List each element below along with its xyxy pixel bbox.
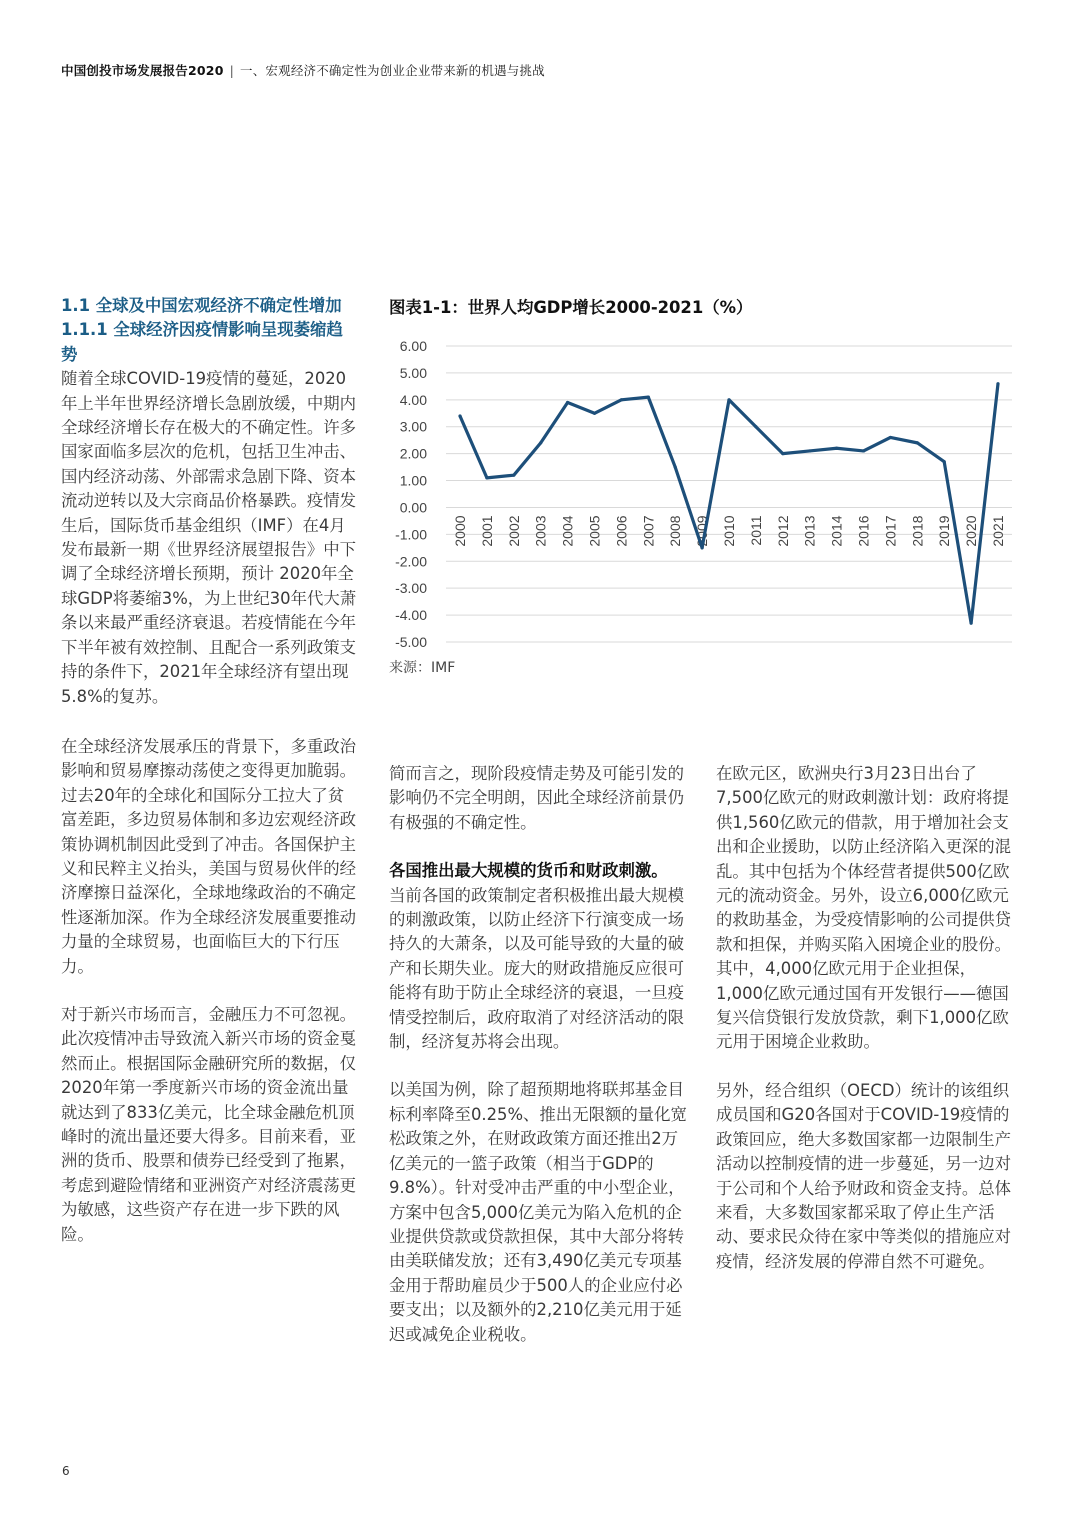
report-title: 中国创投市场发展报告2020 — [61, 63, 224, 78]
chart-title: 图表1-1：世界人均GDP增长2000-2021（%） — [389, 298, 753, 317]
middle-column — [389, 762, 689, 1347]
x-tick-label: 2001 — [478, 515, 495, 547]
y-tick-label: 0.00 — [399, 499, 427, 516]
y-tick-label: 1.00 — [399, 472, 427, 489]
x-tick-label: 2003 — [532, 515, 549, 547]
left-paragraph-1: 随着全球COVID-19疫情的蔓延，2020年上半年世界经济增长急剧放缓，中期内全球经济增长存在极大的不确定性。许多国家面临多层次的危机，包括卫生冲击、国内经济动荡、外部需求急剧下降、资本流动逆转以及大宗商品价格暴跌。疫情发生后，国际货币基金组织（IMF）在4月发布最新一期《世界经济展望报告》中下调了全球经济增长预期，预计 2020年全球GDP将萎缩3%，为上世纪30年代大萧条以来最严重经济衰退。若疫情能在今年下半年被有效控制、且配合一系列政策支持的条件下，2021年全球经济有望出现5.8%的复苏。 — [61, 369, 357, 706]
y-tick-label: 6.00 — [399, 338, 427, 354]
gdp-growth-series-line — [460, 384, 998, 623]
x-tick-label: 2017 — [882, 515, 899, 547]
y-tick-label: 5.00 — [399, 364, 427, 381]
left-paragraph-3: 对于新兴市场而言，金融压力不可忽视。此次疫情冲击导致流入新兴市场的资金戛然而止。根据国际金融研究所的数据，仅2020年第一季度新兴市场的资金流出量就达到了833亿美元，比全球金融危机顶峰时的流出量还要大得多。目前来看，亚洲的货币、股票和债券已经受到了拖累，考虑到避险情绪和亚洲资产对经济震荡更为敏感，这些资产存在进一步下跌的风险。 — [61, 1004, 357, 1244]
data-point — [593, 412, 596, 415]
data-point — [808, 449, 811, 452]
chapter-title: 一、宏观经济不确定性为创业企业带来新的机遇与挑战 — [240, 63, 545, 78]
y-tick-label: 4.00 — [399, 391, 427, 408]
data-point — [781, 452, 784, 455]
section-heading: 1.1 全球及中国宏观经济不确定性增加 — [61, 296, 342, 315]
left-column — [61, 294, 357, 1247]
x-tick-label: 2016 — [855, 515, 872, 547]
x-tick-label: 2011 — [747, 515, 764, 546]
right-column — [716, 762, 1018, 1274]
data-point — [458, 414, 461, 417]
y-tick-label: 2.00 — [399, 445, 427, 462]
header-separator: | — [229, 63, 235, 78]
middle-paragraph-3: 以美国为例，除了超预期地将联邦基金目标利率降至0.25%、推出无限额的量化宽松政策之外，在财政政策方面还推出2万亿美元的一篮子政策（相当于GDP的9.8%）。针对受冲击严重的中小型企业，方案中包含5,000亿美元为陷入危机的企业提供贷款或贷款担保，其中大部分将转由美联储发放；还有3,490亿美元专项基金用于帮助雇员少于500人的企业应付必要支出；以及额外的2,210亿美元用于延迟或减免企业税收。 — [389, 1080, 687, 1344]
x-tick-label: 2006 — [613, 515, 630, 547]
subsection-heading: 1.1.1 全球经济因疫情影响呈现萎缩趋势 — [61, 320, 343, 364]
stimulus-heading: 各国推出最大规模的货币和财政刺激。 — [389, 861, 668, 881]
x-tick-label: 2000 — [452, 515, 468, 547]
data-point — [943, 460, 946, 463]
data-point — [970, 622, 973, 625]
data-point — [754, 425, 757, 428]
x-tick-label: 2013 — [801, 515, 818, 547]
data-point — [674, 465, 677, 468]
chart-source: 来源：IMF — [389, 660, 456, 676]
x-tick-label: 2007 — [640, 515, 657, 547]
data-point — [727, 398, 730, 401]
x-tick-label: 2010 — [721, 515, 737, 547]
right-paragraph-2: 另外，经合组织（OECD）统计的该组织成员国和G20各国对于COVID-19疫情的政策回应，绝大多数国家都一边限制生产活动以控制疫情的进一步蔓延，另一边对于公司和个人给予财政和资金支持。总体来看，大多数国家都采取了停止生产活动、要求民众待在家中等类似的措施应对疫情，经济发展的停滞自然不可避免。 — [716, 1080, 1012, 1271]
x-tick-label: 2009 — [694, 515, 711, 547]
data-point — [539, 441, 542, 444]
x-tick-label: 2018 — [909, 515, 926, 547]
y-tick-label: -1.00 — [395, 526, 427, 543]
data-point — [835, 447, 838, 450]
x-tick-label: 2005 — [586, 515, 603, 547]
right-paragraph-1: 在欧元区，欧洲央行3月23日出台了7,500亿欧元的财政刺激计划：政府将提供1,560亿欧元的借款，用于增加社会支出和企业援助，以防止经济陷入更深的混乱。其中包括为个体经营者提供500亿欧元的流动资金。另外，设立6,000亿欧元的救助基金，为受疫情影响的公司提供贷款和担保，并购买陷入困境企业的股份。其中，4,000亿欧元用于企业担保，1,000亿欧元通过国有开发银行——德国复兴信贷银行发放贷款，剩下1,000亿欧元用于困境企业救助。 — [716, 764, 1012, 1052]
gdp-growth-chart — [384, 330, 1024, 655]
data-point — [862, 449, 865, 452]
x-tick-label: 2002 — [505, 515, 522, 547]
page-number: 6 — [62, 1464, 70, 1478]
page-header — [61, 61, 545, 79]
x-tick-label: 2020 — [963, 515, 980, 547]
data-point — [566, 401, 569, 404]
data-point — [996, 382, 999, 385]
middle-paragraph-2: 当前各国的政策制定者积极推出最大规模的刺激政策，以防止经济下行演变成一场持久的大萧条，以及可能导致的大量的破产和长期失业。庞大的财政措施反应很可能将有助于防止全球经济的衰退，一旦疫情受控制后，政府取消了对经济活动的限制，经济复苏将会出现。 — [389, 885, 685, 1052]
data-point — [620, 398, 623, 401]
x-tick-label: 2014 — [828, 515, 845, 547]
middle-paragraph-1: 简而言之，现阶段疫情走势及可能引发的影响仍不完全明朗，因此全球经济前景仍有极强的不确定性。 — [389, 764, 685, 832]
y-tick-label: -4.00 — [395, 607, 427, 624]
y-tick-label: -2.00 — [395, 553, 427, 570]
data-point — [889, 436, 892, 439]
y-tick-label: -3.00 — [395, 580, 427, 597]
data-point — [647, 396, 650, 399]
x-tick-label: 2019 — [936, 515, 953, 547]
left-paragraph-2: 在全球经济发展承压的背景下，多重政治影响和贸易摩擦动荡使之变得更加脆弱。过去20年的全球化和国际分工拉大了贫富差距，多边贸易体制和多边宏观经济政策协调机制因此受到了冲击。各国保护主义和民粹主义抬头，美国与贸易伙伴的经济摩擦日益深化，全球地缘政治的不确定性逐渐加深。作为全球经济发展重要推动力量的全球贸易，也面临巨大的下行压力。 — [61, 736, 357, 976]
data-point — [512, 474, 515, 477]
x-tick-label: 2021 — [990, 515, 1006, 547]
data-point — [916, 441, 919, 444]
y-tick-label: 3.00 — [399, 418, 427, 435]
data-point — [701, 546, 704, 549]
x-tick-label: 2004 — [559, 515, 576, 547]
y-tick-label: -5.00 — [395, 634, 427, 650]
x-tick-label: 2012 — [774, 515, 791, 547]
x-tick-label: 2008 — [667, 515, 684, 547]
data-point — [485, 476, 488, 479]
